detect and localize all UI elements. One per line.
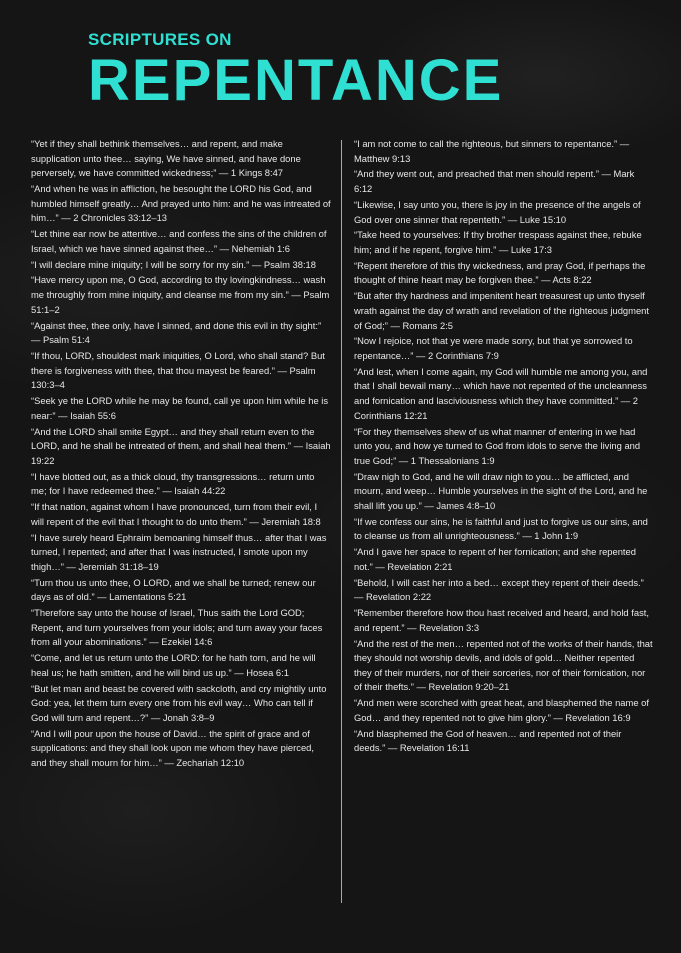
verse-entry: “Come, and let us return unto the LORD: for he hath torn, and he will heal us; he hath smitten, and he will bind us up.” — Hosea 6:1 <box>31 652 316 678</box>
verse-entry: “And lest, when I come again, my God will humble me among you, and that I shall bewail many… which have not repented of the uncleanness and fornication and lasciviousness which they have committed.” — 2 Corinthians 12:21 <box>354 365 648 421</box>
verse-entry: “Yet if they shall bethink themselves… and repent, and make supplication unto thee… saying, We have sinned, and have done perversely, we have committed wickedness;” — 1 Kings 8:47 <box>31 138 301 179</box>
verse-entry: “Take heed to yourselves: If thy brother trespass against thee, rebuke him; and if he repent, forgive him.” — Luke 17:3 <box>354 229 642 255</box>
verse-entry: “And I will pour upon the house of David… the spirit of grace and of supplications: and they shall look upon me whom they have pierced, and they shall mourn for him…” — Zechariah 12:10 <box>31 727 314 768</box>
verse-entry: “And they went out, and preached that men should repent.” — Mark 6:12 <box>354 168 635 195</box>
verse-entry: “I have surely heard Ephraim bemoaning himself thus… after that I was turned, I repented; and after that I was instructed, I smote upon my thigh…” — Jeremiah 31:18–19 <box>31 531 327 572</box>
verse-entry: “If we confess our sins, he is faithful and just to forgive us our sins, and to cleanse us from all unrighteousness.” — 1 John 1:9 <box>354 515 648 542</box>
verse-entry: “Let thine ear now be attentive… and confess the sins of the children of Israel, which we have sinned against thee…” — Nehemiah 1:6 <box>31 228 327 254</box>
right-verse-column <box>354 137 654 757</box>
page-title: REPENTANCE <box>88 48 504 113</box>
header <box>88 30 503 112</box>
verse-entry: “And men were scorched with great heat, and blasphemed the name of God… and they repented not to give him glory.” — Revelation 16:9 <box>354 697 649 723</box>
verse-entry: “And I gave her space to repent of her fornication; and she repented not.” — Revelation 2:21 <box>354 546 636 572</box>
verse-entry: “Against thee, thee only, have I sinned, and done this evil in thy sight:” — Psalm 51:4 <box>31 319 322 346</box>
verse-entry: “Repent therefore of this thy wickedness, and pray God, if perhaps the thought of thine heart may be forgiven thee.” — Acts 8:22 <box>354 259 646 286</box>
verse-entry: “I will declare mine iniquity; I will be sorry for my sin.” — Psalm 38:18 <box>31 258 316 270</box>
verse-entry: “Therefore say unto the house of Israel, Thus saith the Lord GOD; Repent, and turn yourselves from your idols; and turn away your faces from all your abominations.” — Ezekiel 14:6 <box>31 607 323 648</box>
verse-entry: “Likewise, I say unto you, there is joy in the presence of the angels of God over one sinner that repenteth.” — Luke 15:10 <box>354 198 641 225</box>
verse-entry: “And blasphemed the God of heaven… and repented not of their deeds.” — Revelation 16:11 <box>354 727 622 754</box>
column-divider <box>341 140 342 903</box>
verse-entry: “If that nation, against whom I have pronounced, turn from their evil, I will repent of the evil that I thought to do unto them.” — Jeremiah 18:8 <box>31 501 321 527</box>
verse-entry: “I have blotted out, as a thick cloud, thy transgressions… return unto me; for I have redeemed thee.” — Isaiah 44:22 <box>31 470 315 497</box>
verse-entry: “Behold, I will cast her into a bed… except they repent of their deeds.” — Revelation 2:22 <box>354 576 644 603</box>
verse-entry: “For they themselves shew of us what manner of entering in we had unto you, and how ye turned to God from idols to serve the living and true God;” — 1 Thessalonians 1:9 <box>354 425 641 466</box>
verse-entry: “Turn thou us unto thee, O LORD, and we shall be turned; renew our days as of old.” — Lamentations 5:21 <box>31 576 316 603</box>
page-subtitle: SCRIPTURES ON <box>88 30 232 49</box>
verse-entry: “And the LORD shall smite Egypt… and they shall return even to the LORD, and he shall be intreated of them, and shall heal them.” — Isaiah 19:22 <box>31 425 331 466</box>
verse-entry: “Have mercy upon me, O God, according to thy lovingkindness… wash me throughly from mine iniquity, and cleanse me from my sin.” — Psalm 51:1–2 <box>31 274 330 315</box>
verse-entry: “And the rest of the men… repented not of the works of their hands, that they should not worship devils, and idols of gold… Neither repented they of their murders, nor of their sorceries, nor of their fornication, nor of their thefts.” — Revelation 9:20–21 <box>354 637 653 693</box>
verse-entry: “But let man and beast be covered with sackcloth, and cry mightily unto God: yea, let them turn every one from his evil way… Who can tell if God will turn and repent…?” — Jonah 3:8–9 <box>31 682 327 723</box>
left-verse-column <box>31 137 331 772</box>
verse-entry: “If thou, LORD, shouldest mark iniquities, O Lord, who shall stand? But there is forgiveness with thee, that thou mayest be feared.” — Psalm 130:3–4 <box>31 350 325 391</box>
verse-entry: “I am not come to call the righteous, but sinners to repentance.” — Matthew 9:13 <box>354 138 630 164</box>
verse-entry: “Remember therefore how thou hast received and heard, and hold fast, and repent.” — Revelation 3:3 <box>354 607 649 633</box>
verse-entry: “Now I rejoice, not that ye were made sorry, but that ye sorrowed to repentance…” — 2 Corinthians 7:9 <box>354 335 633 361</box>
verse-entry: “Draw nigh to God, and he will draw nigh to you… be afflicted, and mourn, and weep… Humble yourselves in the sight of the Lord, and he shall lift you up.” — James 4:8–10 <box>354 470 648 511</box>
verse-entry: “And when he was in affliction, he besought the LORD his God, and humbled himself greatly… And prayed unto him: and he was intreated of him…” — 2 Chronicles 33:12–13 <box>31 183 331 224</box>
verse-entry: “But after thy hardness and impenitent heart treasurest up unto thyself wrath against the day of wrath and revelation of the righteous judgment of God;” — Romans 2:5 <box>354 290 649 331</box>
verse-entry: “Seek ye the LORD while he may be found, call ye upon him while he is near:” — Isaiah 55:6 <box>31 395 329 421</box>
